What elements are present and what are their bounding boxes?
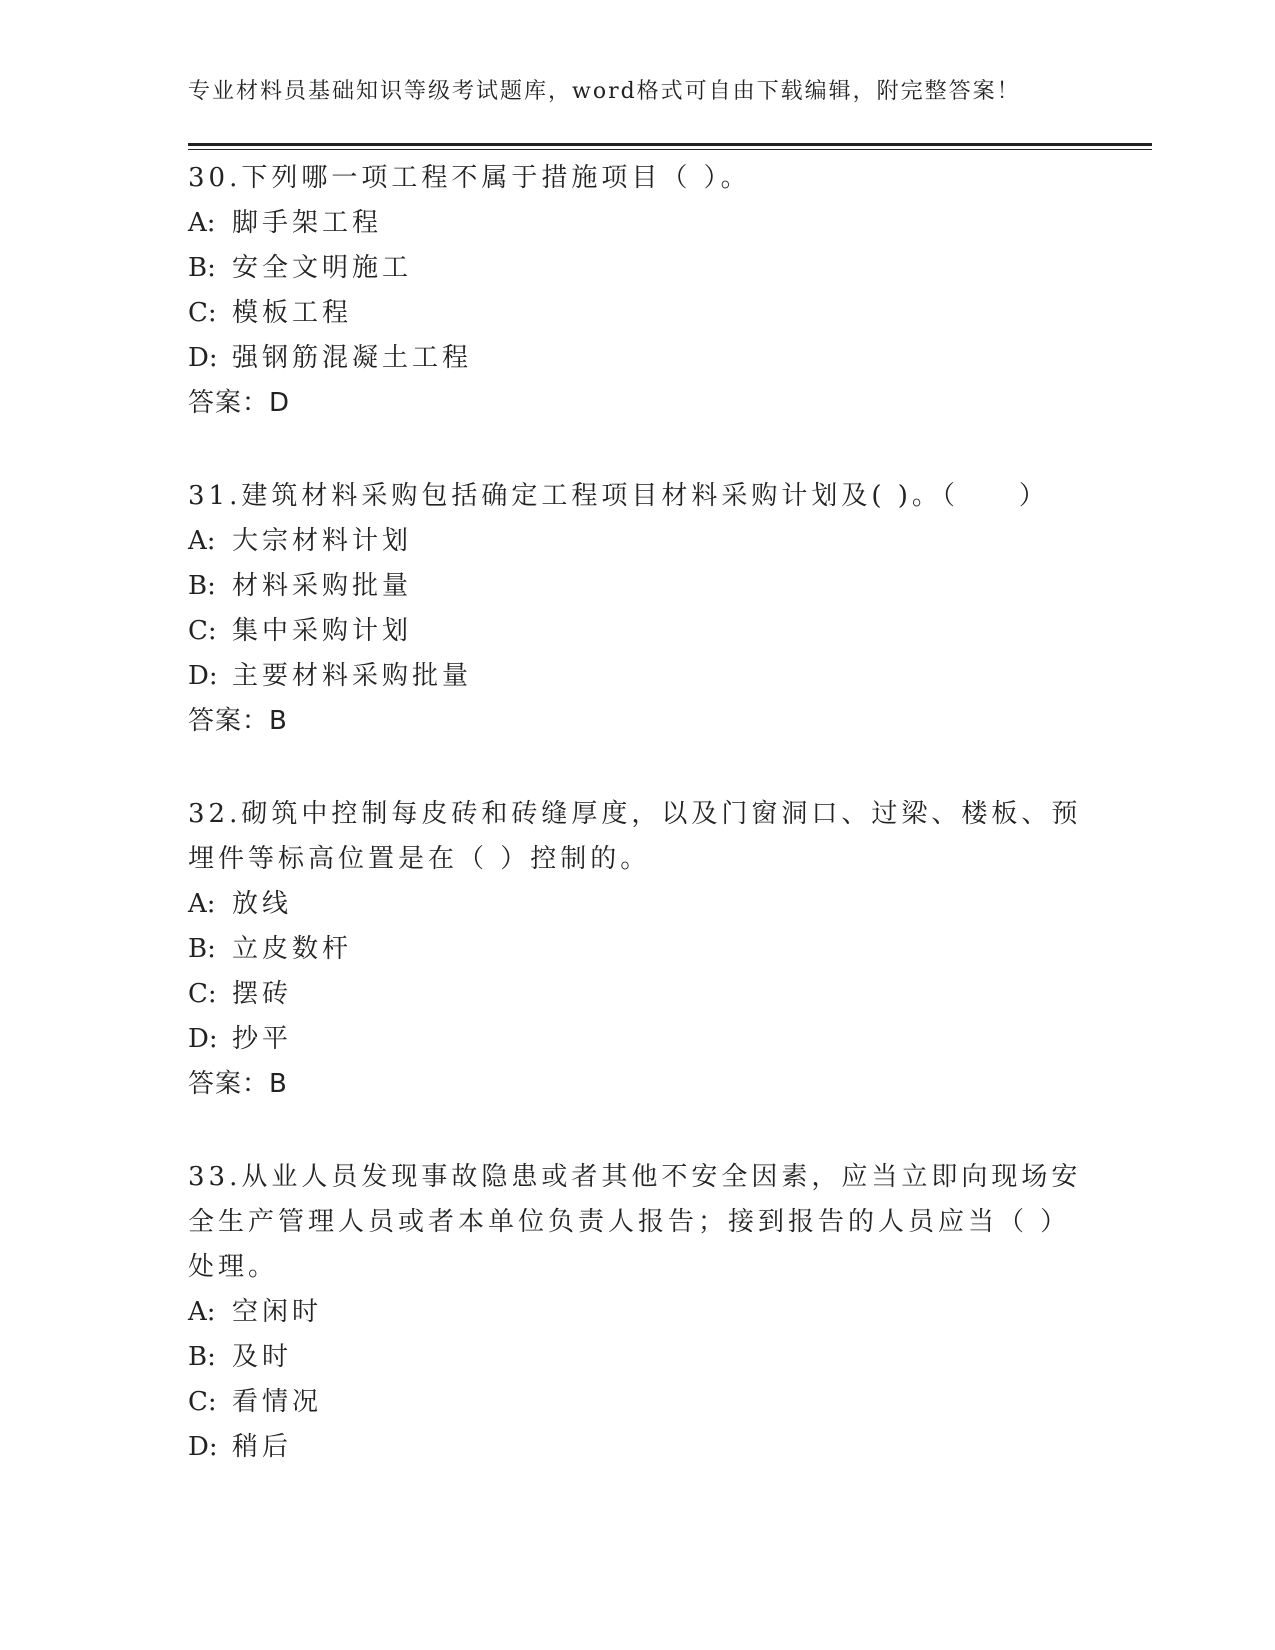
option-d xyxy=(188,1017,1088,1062)
option-label: B: xyxy=(188,571,216,601)
option-text: 强钢筋混凝土工程 xyxy=(232,343,473,373)
page-header: 专业材料员基础知识等级考试题库，word格式可自由下载编辑，附完整答案！ xyxy=(188,79,1021,104)
option-b xyxy=(188,1335,1088,1380)
header-rule xyxy=(188,143,1152,146)
question-stem: 32.砌筑中控制每皮砖和砖缝厚度，以及门窗洞口、过梁、楼板、预埋件等标高位置是在（ ）控制的。 xyxy=(188,799,1082,874)
option-label: C: xyxy=(188,616,217,646)
option-text: 放线 xyxy=(232,889,293,919)
option-text: 立皮数杆 xyxy=(232,934,353,964)
option-a xyxy=(188,201,1088,246)
option-label: A: xyxy=(188,1297,216,1327)
option-text: 主要材料采购批量 xyxy=(232,661,473,691)
option-b xyxy=(188,246,1088,291)
option-label: C: xyxy=(188,979,217,1009)
option-text: 材料采购批量 xyxy=(232,571,413,601)
option-c xyxy=(188,1380,1088,1425)
option-label: D: xyxy=(188,1432,218,1462)
option-label: D: xyxy=(188,343,218,373)
option-c xyxy=(188,291,1088,336)
option-text: 安全文明施工 xyxy=(232,253,413,283)
option-d xyxy=(188,1425,1088,1470)
question-31 xyxy=(188,474,1088,744)
option-a xyxy=(188,519,1088,564)
question-stem: 30.下列哪一项工程不属于措施项目（ ）。 xyxy=(188,163,751,193)
option-b xyxy=(188,927,1088,972)
option-label: A: xyxy=(188,208,216,238)
option-a xyxy=(188,882,1088,927)
option-d xyxy=(188,654,1088,699)
option-text: 大宗材料计划 xyxy=(232,526,413,556)
option-a xyxy=(188,1290,1088,1335)
option-text: 空闲时 xyxy=(232,1297,323,1327)
question-30 xyxy=(188,156,1088,426)
question-33 xyxy=(188,1155,1088,1470)
option-d xyxy=(188,336,1088,381)
option-text: 模板工程 xyxy=(232,298,353,328)
option-text: 及时 xyxy=(232,1342,293,1372)
option-label: A: xyxy=(188,526,216,556)
header-rule-thin xyxy=(188,149,1152,150)
option-label: C: xyxy=(188,298,217,328)
option-text: 脚手架工程 xyxy=(232,208,383,238)
option-c xyxy=(188,609,1088,654)
question-32 xyxy=(188,792,1088,1107)
option-text: 集中采购计划 xyxy=(232,616,413,646)
option-text: 看情况 xyxy=(232,1387,323,1417)
option-text: 稍后 xyxy=(232,1432,293,1462)
option-label: A: xyxy=(188,889,216,919)
option-label: B: xyxy=(188,1342,216,1372)
option-label: D: xyxy=(188,661,218,691)
option-label: B: xyxy=(188,253,216,283)
option-b xyxy=(188,564,1088,609)
question-stem: 31.建筑材料采购包括确定工程项目材料采购计划及( )。（ ） xyxy=(188,481,1049,511)
option-text: 抄平 xyxy=(232,1024,293,1054)
answer-line: 答案：B xyxy=(188,1069,288,1099)
option-c xyxy=(188,972,1088,1017)
option-label: C: xyxy=(188,1387,217,1417)
option-label: D: xyxy=(188,1024,218,1054)
question-stem: 33.从业人员发现事故隐患或者其他不安全因素，应当立即向现场安全生产管理人员或者本单位负责人报告；接到报告的人员应当（ ）处理。 xyxy=(188,1162,1082,1282)
option-label: B: xyxy=(188,934,216,964)
answer-line: 答案：B xyxy=(188,706,288,736)
answer-line: 答案：D xyxy=(188,388,291,418)
option-text: 摆砖 xyxy=(232,979,293,1009)
